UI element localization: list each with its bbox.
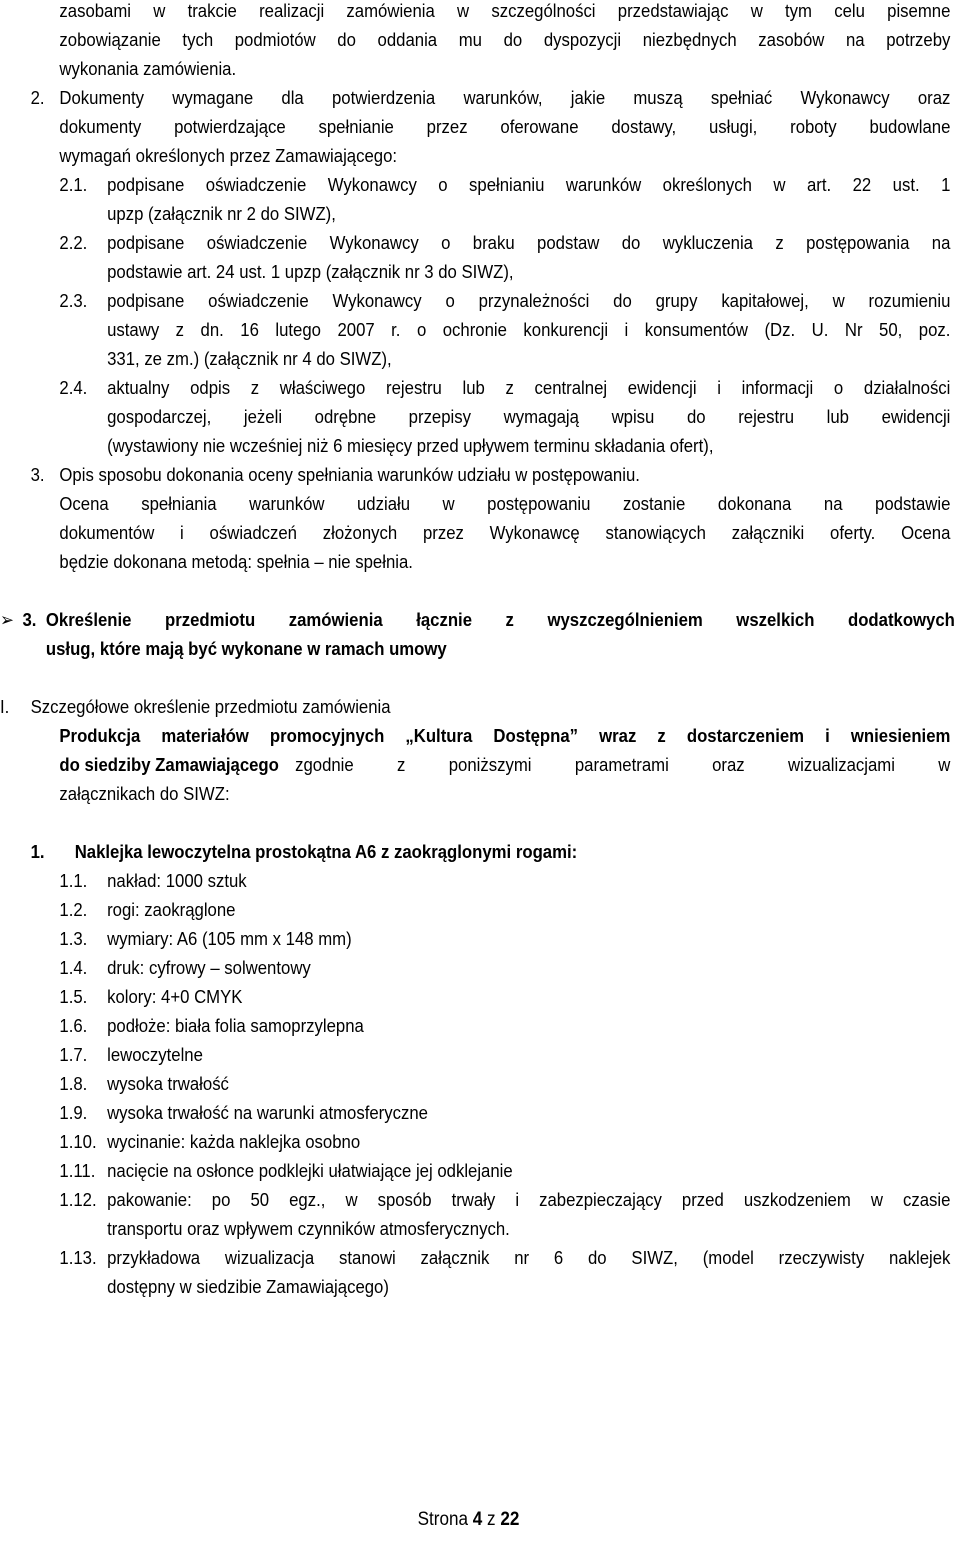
spec-text: pakowanie: po 50 egz., w sposób trwały i zabezpieczający przed uszkodzeniem w czasie	[107, 1189, 951, 1210]
roman-numeral: I.	[0, 696, 10, 717]
spec-text: rogi: zaokrąglone	[107, 899, 236, 920]
section-heading: usług, które mają być wykonane w ramach umowy	[45, 638, 447, 659]
product-title: Produkcja materiałów promocyjnych „Kultura Dostępna” wraz z dostarczeniem i wniesieniem	[59, 725, 951, 746]
sublist-number: 2.2.	[59, 232, 88, 253]
footer-prefix: Strona	[417, 1509, 468, 1530]
intro-line: zasobami w trakcie realizacji zamówienia w szczególności przedstawiając w tym celu pisemne	[59, 0, 951, 21]
intro-line: zobowiązanie tych podmiotów do oddania mu do dyspozycji niezbędnych zasobów na potrzeby	[59, 29, 951, 50]
section-number: 3.	[22, 609, 37, 630]
sublist-line: ustawy z dn. 16 lutego 2007 r. o ochronie konkurencji i konsumentów (Dz. U. Nr 50, poz.	[107, 319, 951, 340]
sublist-number: 2.3.	[59, 290, 88, 311]
sublist-line: podstawie art. 24 ust. 1 upzp (załącznik nr 3 do SIWZ),	[107, 261, 514, 282]
product-title-bold: do siedziby Zamawiającego	[59, 754, 279, 775]
spec-number: 1.7.	[59, 1044, 88, 1065]
spec-number: 1.13.	[59, 1247, 97, 1268]
arrow-bullet-icon: ➢	[0, 609, 15, 630]
spec-number: 1.3.	[59, 928, 88, 949]
spec-text: wycinanie: każda naklejka osobno	[107, 1131, 361, 1152]
sublist-line: upzp (załącznik nr 2 do SIWZ),	[107, 203, 336, 224]
sublist-line: aktualny odpis z właściwego rejestru lub z centralnej ewidencji i informacji o działalności	[107, 377, 951, 398]
product-heading: Naklejka lewoczytelna prostokątna A6 z zaokrąglonymi rogami:	[74, 841, 578, 862]
paragraph-line: dokumentów i oświadczeń złożonych przez Wykonawcę stanowiących załączniki oferty. Ocena	[59, 522, 951, 543]
spec-text: wysoka trwałość na warunki atmosferyczne	[107, 1102, 428, 1123]
spec-number: 1.10.	[59, 1131, 97, 1152]
spec-number: 1.12.	[59, 1189, 97, 1210]
sublist-line: 331, ze zm.) (załącznik nr 4 do SIWZ),	[107, 348, 392, 369]
paragraph-line: załącznikach do SIWZ:	[59, 783, 230, 804]
footer-separator: z	[487, 1509, 496, 1530]
paragraph-line: Dokumenty wymagane dla potwierdzenia warunków, jakie muszą spełniać Wykonawcy oraz	[59, 87, 951, 108]
spec-number: 1.11.	[59, 1160, 96, 1181]
intro-line: wykonania zamówienia.	[59, 58, 237, 79]
spec-number: 1.6.	[59, 1015, 88, 1036]
sublist-number: 2.1.	[59, 174, 88, 195]
sublist-number: 2.4.	[59, 377, 88, 398]
spec-text: druk: cyfrowy – solwentowy	[107, 957, 311, 978]
sublist-line: podpisane oświadczenie Wykonawcy o braku podstaw do wykluczenia z postępowania na	[107, 232, 951, 253]
spec-text: nacięcie na osłonce podklejki ułatwiające jej odklejanie	[107, 1160, 513, 1181]
sublist-line: podpisane oświadczenie Wykonawcy o spełnianiu warunków określonych w art. 22 ust. 1	[107, 174, 951, 195]
list-number: 3.	[30, 464, 45, 485]
spec-text: wysoka trwałość	[107, 1073, 229, 1094]
spec-number: 1.8.	[59, 1073, 88, 1094]
spec-text: wymiary: A6 (105 mm x 148 mm)	[107, 928, 352, 949]
spec-number: 1.4.	[59, 957, 88, 978]
product-title-line	[59, 751, 950, 780]
spec-text: transportu oraz wpływem czynników atmosferycznych.	[107, 1218, 510, 1239]
product-number: 1.	[30, 841, 45, 862]
spec-number: 1.9.	[59, 1102, 88, 1123]
spec-number: 1.5.	[59, 986, 88, 1007]
paragraph-line: wymagań określonych przez Zamawiającego:	[59, 145, 398, 166]
spec-text: nakład: 1000 sztuk	[107, 870, 247, 891]
page-footer	[418, 1506, 520, 1535]
sublist-line: podpisane oświadczenie Wykonawcy o przynależności do grupy kapitałowej, w rozumieniu	[107, 290, 951, 311]
paragraph-line: będzie dokonana metodą: spełnia – nie spełnia.	[59, 551, 413, 572]
spec-text: lewoczytelne	[107, 1044, 203, 1065]
spec-text: dostępny w siedzibie Zamawiającego)	[107, 1276, 389, 1297]
footer-current-page: 4	[472, 1509, 483, 1530]
spec-text: podłoże: biała folia samoprzylepna	[107, 1015, 364, 1036]
spec-number: 1.1.	[59, 870, 88, 891]
spec-text: przykładowa wizualizacja stanowi załącznik nr 6 do SIWZ, (model rzeczywisty naklejek	[107, 1247, 951, 1268]
paragraph-line: dokumenty potwierdzające spełnianie przez oferowane dostawy, usługi, roboty budowlane	[59, 116, 951, 137]
sublist-line: (wystawiony nie wcześniej niż 6 miesięcy przed upływem terminu składania ofert),	[107, 435, 714, 456]
paragraph-line: Opis sposobu dokonania oceny spełniania warunków udziału w postępowaniu.	[59, 464, 640, 485]
paragraph-line: Ocena spełniania warunków udziału w postępowaniu zostanie dokonana na podstawie	[59, 493, 951, 514]
list-number: 2.	[30, 87, 45, 108]
section-heading: Określenie przedmiotu zamówienia łącznie z wyszczególnieniem wszelkich dodatkowych	[45, 609, 955, 630]
footer-total-pages: 22	[500, 1509, 520, 1530]
sublist-line: gospodarczej, jeżeli odrębne przepisy wymagają wpisu do rejestru lub ewidencji	[107, 406, 951, 427]
spec-text: kolory: 4+0 CMYK	[107, 986, 243, 1007]
spec-number: 1.2.	[59, 899, 88, 920]
product-title-rest: zgodnie z poniższymi parametrami oraz wizualizacjami w	[295, 754, 951, 775]
subsection-title: Szczegółowe określenie przedmiotu zamówienia	[30, 696, 391, 717]
